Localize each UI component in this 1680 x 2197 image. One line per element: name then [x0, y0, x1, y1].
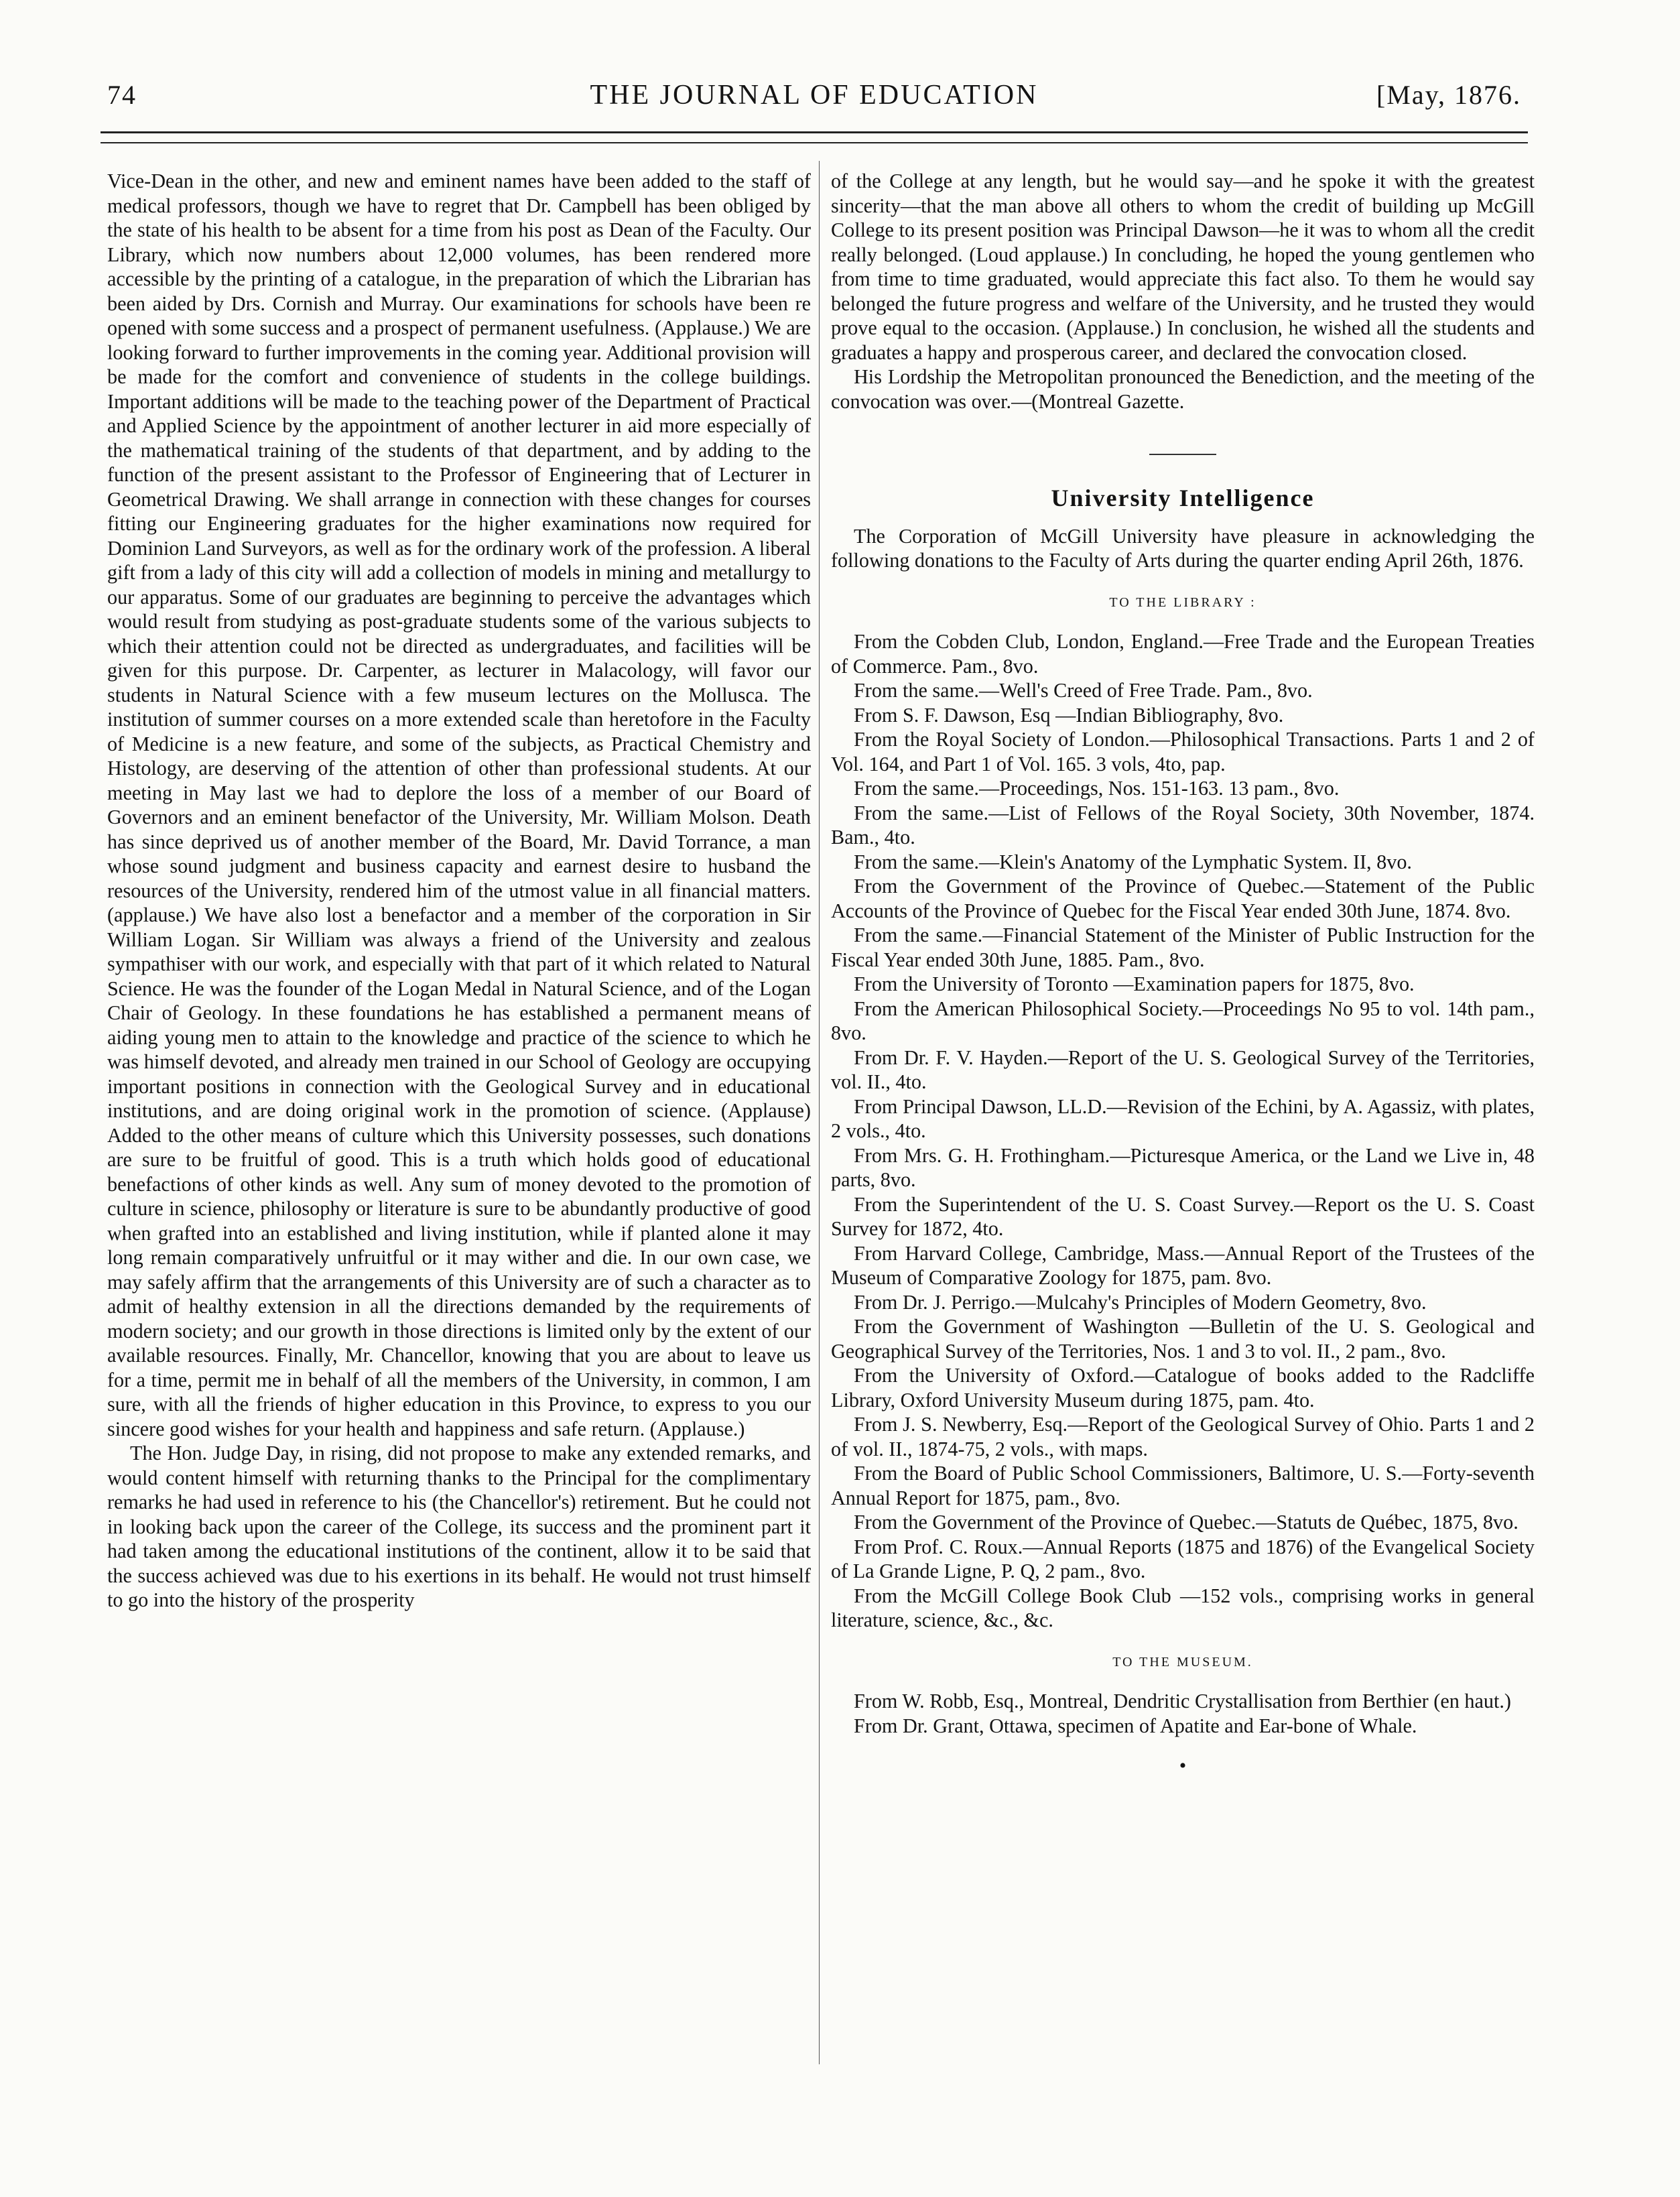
list-item: From the University of Oxford.—Catalogue of books added to the Radcliffe Library, Oxford University Museum during 1875, pam. 4to. [831, 1364, 1535, 1411]
page-number: 74 [107, 80, 137, 110]
end-mark: • [1179, 1755, 1187, 1777]
section-title: University Intelligence [1051, 485, 1315, 511]
left-column [107, 169, 811, 1613]
list-item: From Dr. F. V. Hayden.—Report of the U. S. Geological Survey of the Territories, vol. II., 4to. [831, 1046, 1535, 1093]
list-item: From the same.—Well's Creed of Free Trade. Pam., 8vo. [854, 679, 1313, 702]
list-item: From the Board of Public School Commissioners, Baltimore, U. S.—Forty-seventh Annual Report for 1875, pam., 8vo. [831, 1462, 1535, 1509]
library-heading: TO THE LIBRARY : [1109, 594, 1256, 610]
list-item: From the American Philosophical Society.—Proceedings No 95 to vol. 14th pam., 8vo. [831, 997, 1535, 1044]
list-item: From Dr. J. Perrigo.—Mulcahy's Principles of Modern Geometry, 8vo. [854, 1290, 1427, 1314]
list-item: From the same.—List of Fellows of the Royal Society, 30th November, 1874. Bam., 4to. [831, 801, 1535, 849]
list-item: From the Superintendent of the U. S. Coast Survey.—Report os the U. S. Coast Survey for 1872, 4to. [831, 1192, 1535, 1240]
body-paragraph: His Lordship the Metropolitan pronounced the Benediction, and the meeting of the convocation was over.—(Montreal Gazette. [831, 365, 1535, 413]
body-paragraph: of the College at any length, but he would say—and he spoke it with the greatest sincerity—that the man above all others to whom the credit of building up McGill College to its present position was Principal Dawson—he it was to whom all the credit really belonged. (Loud applause.) In concluding, he hoped the young gentlemen who from time to time graduated, would appreciate this fact also. To them he would say belonged the future progress and welfare of the University, and he trusted they would prove equal to the occasion. (Applause.) In conclusion, he wished all the students and graduates a happy and prosperous career, and declared the convocation closed. [831, 170, 1535, 364]
list-item: From Mrs. G. H. Frothingham.—Picturesque America, or the Land we Live in, 48 parts, 8vo. [831, 1143, 1535, 1191]
body-paragraph: The Hon. Judge Day, in rising, did not propose to make any extended remarks, and would content himself with returning thanks to the Principal for the complimentary remarks he had used in reference to his (the Chancellor's) retirement. But he could not in looking back upon the career of the College, its success and the prominent part it had taken among the educational institutions of the continent, allow it to be said that the success achieved was due to his exertions in its behalf. He would not trust himself to go into the history of the prosperity [107, 1442, 811, 1611]
museum-list [831, 1689, 1535, 1738]
list-item: From the Government of Washington —Bulletin of the U. S. Geological and Geographical Survey of the Territories, Nos. 1 and 3 to vol. II., 2 pam., 8vo. [831, 1315, 1535, 1363]
list-item: From the Royal Society of London.—Philosophical Transactions. Parts 1 and 2 of Vol. 164, and Part 1 of Vol. 165. 3 vols, 4to, pap. [831, 728, 1535, 775]
journal-title: THE JOURNAL OF EDUCATION [590, 80, 1039, 111]
list-item: From the same.—Proceedings, Nos. 151-163. 13 pam., 8vo. [854, 777, 1340, 800]
list-item: From Principal Dawson, LL.D.—Revision of the Echini, by A. Agassiz, with plates, 2 vols., 4to. [831, 1094, 1535, 1142]
page-header [101, 79, 1528, 119]
column-divider [819, 161, 820, 2064]
list-item: From the Government of the Province of Quebec.—Statement of the Public Accounts of the Province of Quebec for the Fiscal Year ended 30th June, 1874. 8vo. [831, 875, 1535, 922]
section-intro: The Corporation of McGill University have pleasure in acknowledging the following donations to the Faculty of Arts during the quarter ending April 26th, 1876. [831, 524, 1535, 572]
list-item: From S. F. Dawson, Esq —Indian Bibliography, 8vo. [854, 703, 1284, 727]
list-item: From J. S. Newberry, Esq.—Report of the Geological Survey of Ohio. Parts 1 and 2 of vol. II., 1874-75, 2 vols., with maps. [831, 1413, 1535, 1460]
list-item: From the University of Toronto —Examination papers for 1875, 8vo. [854, 972, 1415, 995]
list-item: From Prof. C. Roux.—Annual Reports (1875 and 1876) of the Evangelical Society of La Grande Ligne, P. Q, 2 pam., 8vo. [831, 1535, 1535, 1582]
issue-date: [May, 1876. [1376, 80, 1521, 110]
right-column [831, 169, 1535, 1779]
section-separator [1149, 454, 1216, 455]
list-item: From the McGill College Book Club —152 vols., comprising works in general literature, science, &c., &c. [831, 1584, 1535, 1631]
list-item: From Dr. Grant, Ottawa, specimen of Apatite and Ear-bone of Whale. [854, 1714, 1417, 1737]
list-item: From the same.—Financial Statement of the Minister of Public Instruction for the Fiscal Year ended 30th June, 1885. Pam., 8vo. [831, 924, 1535, 971]
list-item: From the Cobden Club, London, England.—Free Trade and the European Treaties of Commerce. Pam., 8vo. [831, 630, 1535, 678]
body-paragraph: Vice-Dean in the other, and new and eminent names have been added to the staff of medical professors, though we have to regret that Dr. Campbell has been obliged by the state of his health to be absent for a time from his post as Dean of the Faculty. Our Library, which now numbers about 12,000 volumes, has been rendered more accessible by the printing of a catalogue, in the preparation of which the Librarian has been aided by Drs. Cornish and Murray. Our examinations for schools have been re opened with some success and a prospect of permanent usefulness. (Applause.) We are looking forward to further improvements in the coming year. Additional provision will be made for the comfort and convenience of students in the college buildings. Important additions will be made to the teaching power of the Department of Practical and Applied Science by the appointment of another lecturer in aid more especially of the mathematical training of the students of that department, and by adding to the function of the present assistant to the Professor of Engineering that of Lecturer in Geometrical Drawing. We shall arrange in connection with these changes for courses fitting our Engineering graduates for the higher examinations now required for Dominion Land Surveyors, as well as for the ordinary work of the profession. A liberal gift from a lady of this city will add a collection of models in mining and metallurgy to our apparatus. Some of our graduates are beginning to perceive the advantages which would result from studying as post-graduate students some of the various subjects to which their attention could not be directed as undergraduates, and facilities will be given for this purpose. Dr. Carpenter, as lecturer in Malacology, will favor our students in Natural Science with a few museum lectures on the Mollusca. The institution of summer courses on a more extended scale than heretofore in the Faculty of Medicine is a new feature, and some of the subjects, as Practical Chemistry and Histology, are deserving of the attention of other than professional students. At our meeting in May last we had to deplore the loss of a member of our Board of Governors and an eminent benefactor of the University, Mr. William Molson. Death has since deprived us of another member of the Board, Mr. David Torrance, a man whose sound judgment and business capacity and earnest desire to husband the resources of the University, rendered him of the utmost value in all financial matters. (applause.) We have also lost a benefactor and a member of the corporation in Sir William Logan. Sir William was always a friend of the University and zealous sympathiser with our work, and especially with that part of it which related to Natural Science. He was the founder of the Logan Medal in Natural Science, and of the Logan Chair of Geology. In these foundations he has established a permanent means of aiding young men to attain to the knowledge and practice of the science to which he was himself devoted, and already men trained in our School of Geology are occupying important positions in connection with the Geological Survey and in educational institutions, and are doing original work in the promotion of science. (Applause) Added to the other means of culture which this University possesses, such donations are sure to be fruitful of good. This is a truth which holds good of educational benefactions of other kinds as well. Any sum of money devoted to the promotion of culture in science, philosophy or literature is sure to be abundantly productive of good when grafted into an established and living institution, while if planted alone it may long remain comparatively unfruitful or it may wither and die. In our own case, we may safely affirm that the arrangements of this University are of such a character as to admit of healthy extension in all the directions demanded by the requirements of modern society; and our growth in those directions is limited only by the extent of our available resources. Finally, Mr. Chancellor, knowing that you are about to leave us for a time, permit me in behalf of all the members of the University, in common, I am sure, with all the friends of higher education in this Province, to express to you our sincere good wishes for your health and happiness and safe return. (Applause.) [107, 170, 811, 1440]
library-list [831, 629, 1535, 1633]
list-item: From the same.—Klein's Anatomy of the Lymphatic System. II, 8vo. [854, 850, 1412, 873]
list-item: From W. Robb, Esq., Montreal, Dendritic Crystallisation from Berthier (en haut.) [854, 1690, 1511, 1712]
list-item: From Harvard College, Cambridge, Mass.—Annual Report of the Trustees of the Museum of Comparative Zoology for 1875, pam. 8vo. [831, 1241, 1535, 1289]
header-rule-secondary [101, 142, 1528, 143]
header-rule [101, 131, 1528, 133]
list-item: From the Government of the Province of Quebec.—Statuts de Québec, 1875, 8vo. [854, 1511, 1519, 1533]
museum-heading: TO THE MUSEUM. [1112, 1654, 1253, 1670]
